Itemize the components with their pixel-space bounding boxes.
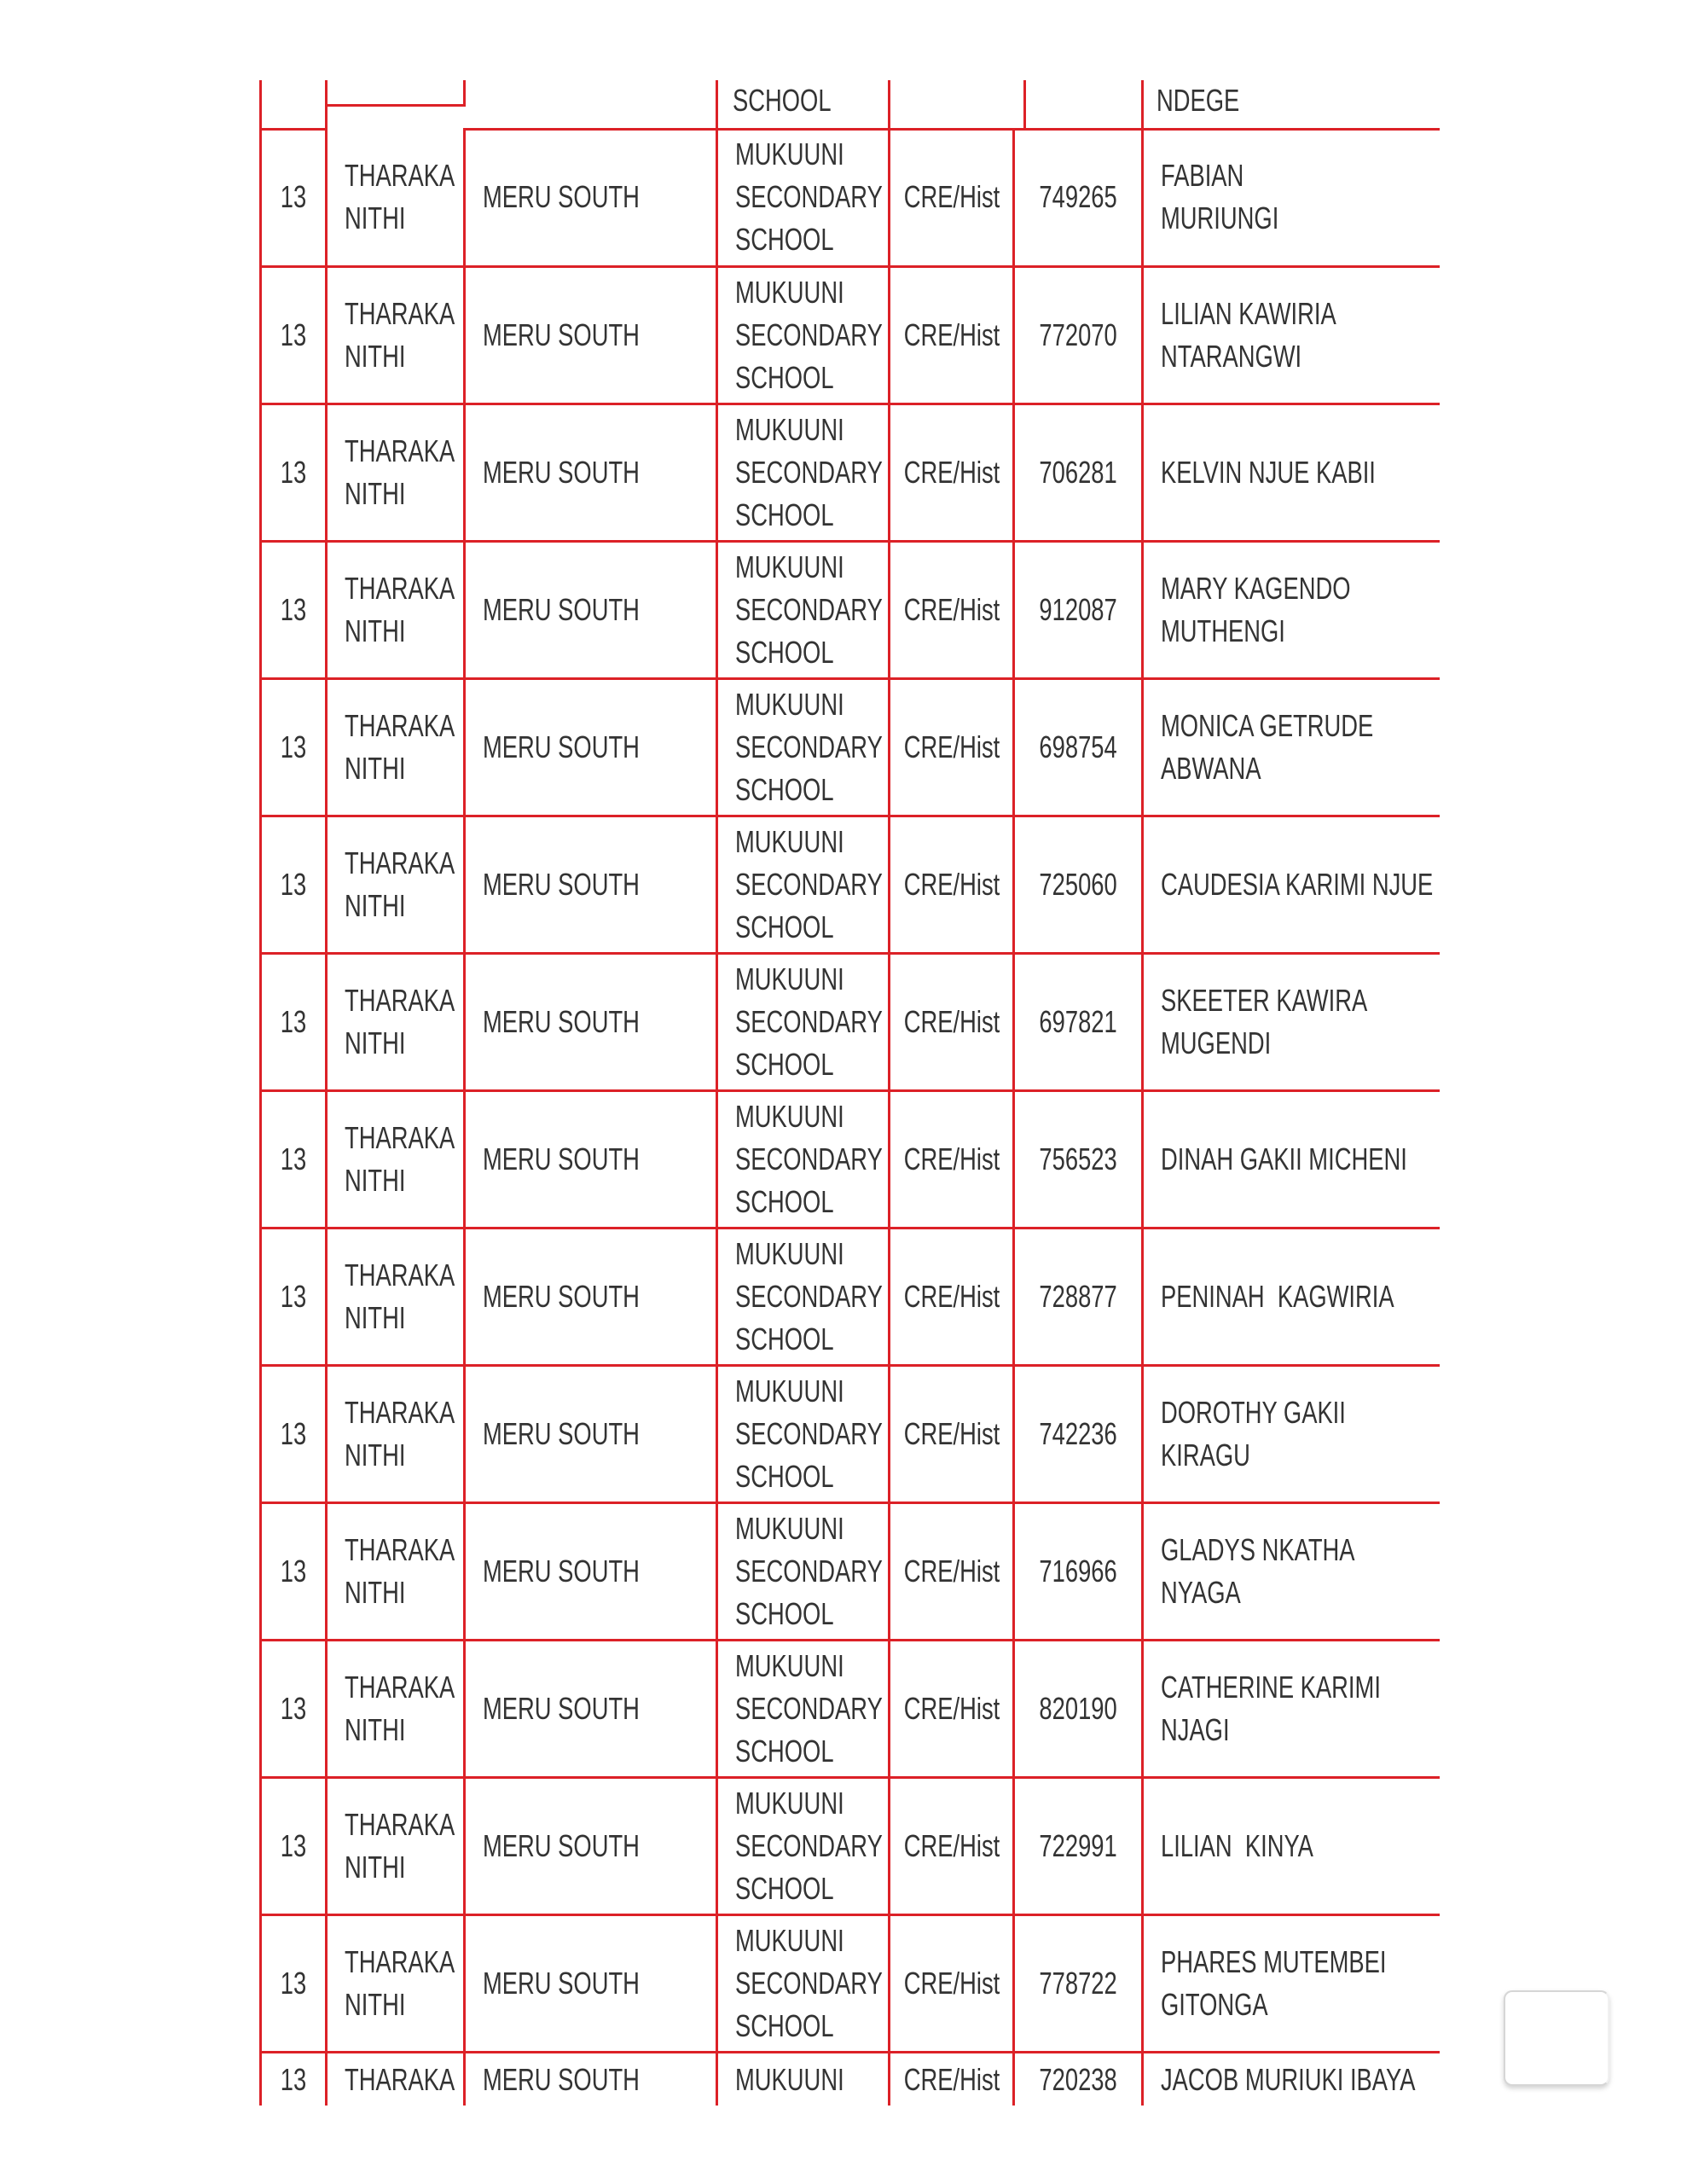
cell-subject [888, 1229, 1012, 1364]
cell-county [325, 1504, 463, 1639]
cell-school [716, 268, 888, 403]
table-row [259, 677, 1440, 815]
text-line: SECONDARY [735, 317, 883, 352]
text-line: THARAKA [345, 1944, 455, 1979]
table-row [259, 1776, 1440, 1914]
table-border-segment [716, 80, 718, 128]
text-line: MUKUUNI [735, 136, 844, 171]
text-line: MUKUUNI [735, 824, 844, 859]
text-line: 706281 [1039, 455, 1117, 490]
text-line: 13 [280, 592, 307, 627]
text-line: NITHI [345, 1438, 406, 1472]
table-border-segment [1141, 80, 1144, 128]
table-border-segment [888, 80, 890, 128]
text-line: MUKUUNI [735, 1099, 844, 1134]
cell-sub-county [463, 817, 716, 952]
cell-index-number [1012, 405, 1141, 540]
text-line: 716966 [1039, 1554, 1117, 1589]
table-border-segment [463, 80, 466, 107]
text-line: CRE/Hist [903, 1141, 1000, 1176]
cell-county [325, 1779, 463, 1914]
cell-school [716, 1092, 888, 1227]
cell-subject [888, 680, 1012, 815]
text-line: SCHOOL [735, 1184, 834, 1219]
text-line: CRE/Hist [903, 729, 1000, 764]
text-line: NITHI [345, 888, 406, 923]
cell-index-number [1012, 543, 1141, 677]
text-line: SECONDARY [735, 1691, 883, 1726]
table-row [259, 128, 1440, 265]
text-line: SECONDARY [735, 1828, 883, 1863]
cell-sub-county [463, 1641, 716, 1776]
cell-sub-county [463, 955, 716, 1089]
cell-candidate-name [1141, 1092, 1440, 1227]
text-line: NITHI [345, 1987, 406, 2022]
cell-county [325, 1229, 463, 1364]
cell-county [325, 1092, 463, 1227]
text-line: CAUDESIA KARIMI NJUE [1161, 867, 1434, 902]
text-line: SCHOOL [735, 772, 834, 807]
text-line: MUKUUNI [735, 961, 844, 996]
text-line: MUKUUNI [735, 1236, 844, 1271]
cell-county [325, 2053, 463, 2106]
text-line: SECONDARY [735, 1004, 883, 1039]
text-line: CRE/Hist [903, 1279, 1000, 1314]
text-line: MUGENDI [1161, 1025, 1272, 1060]
table-row [259, 265, 1440, 403]
cell-subject [888, 268, 1012, 403]
cell-sub-county [463, 1779, 716, 1914]
text-line: THARAKA [345, 1807, 455, 1842]
cell-county-code [262, 268, 325, 403]
text-line: CRE/Hist [903, 592, 1000, 627]
text-line: SCHOOL [735, 1734, 834, 1769]
text-line: MERU SOUTH [483, 1279, 640, 1314]
text-line: MURIUNGI [1161, 200, 1279, 235]
text-line: MERU SOUTH [483, 729, 640, 764]
text-line: SECONDARY [735, 1416, 883, 1451]
text-line: NITHI [345, 1300, 406, 1335]
text-line: NITHI [345, 751, 406, 786]
text-line: THARAKA [345, 708, 455, 743]
cell-candidate-name [1141, 268, 1440, 403]
text-line: 728877 [1039, 1279, 1117, 1314]
text-line: 820190 [1039, 1691, 1117, 1726]
text-line: MERU SOUTH [483, 1141, 640, 1176]
text-line: DINAH GAKII MICHENI [1161, 1141, 1407, 1176]
cell-subject [888, 543, 1012, 677]
cell-school [716, 1367, 888, 1502]
text-line: SECONDARY [735, 729, 883, 764]
text-line: 13 [280, 178, 307, 214]
cell-school [716, 1779, 888, 1914]
text-line: SCHOOL [735, 497, 834, 532]
cell-subject [888, 1779, 1012, 1914]
text-line: SCHOOL [735, 2008, 834, 2043]
text-line: MUKUUNI [735, 1923, 844, 1958]
cell-county-code [262, 1779, 325, 1914]
text-line: SCHOOL [735, 1459, 834, 1494]
cell-sub-county [463, 1504, 716, 1639]
text-line: SECONDARY [735, 455, 883, 490]
table-border-segment [325, 104, 466, 107]
text-line: SCHOOL [735, 1596, 834, 1631]
text-line: 13 [280, 1828, 307, 1863]
text-line: MERU SOUTH [483, 1966, 640, 2001]
text-line: CATHERINE KARIMI [1161, 1670, 1381, 1705]
text-line: MERU SOUTH [483, 317, 640, 352]
cell-school [716, 1504, 888, 1639]
text-line: 13 [280, 1416, 307, 1451]
text-line: PENINAH KAGWIRIA [1161, 1279, 1394, 1314]
text-line: NITHI [345, 1163, 406, 1198]
text-line: CRE/Hist [903, 1416, 1000, 1451]
text-line: LILIAN KAWIRIA [1161, 296, 1336, 331]
text-line: CRE/Hist [903, 867, 1000, 902]
cell-county-code [262, 128, 325, 265]
cell-school [716, 680, 888, 815]
text-line: MUKUUNI [735, 1374, 844, 1409]
text-line: 912087 [1039, 592, 1117, 627]
text-line: CRE/Hist [903, 1004, 1000, 1039]
text-line: 722991 [1039, 1828, 1117, 1863]
text-line: MUKUUNI [735, 1786, 844, 1821]
text-line: JACOB MURIUKI IBAYA [1161, 2061, 1416, 2097]
text-line: 749265 [1039, 178, 1117, 214]
cell-index-number [1012, 1641, 1141, 1776]
text-line: MARY KAGENDO [1161, 571, 1351, 606]
text-line: SCHOOL [735, 1871, 834, 1906]
text-line: MERU SOUTH [483, 1828, 640, 1863]
text-line: GLADYS NKATHA [1161, 1532, 1355, 1567]
cell-county [325, 817, 463, 952]
table-row [259, 815, 1440, 952]
table-row [259, 1502, 1440, 1639]
floating-widget-button[interactable] [1504, 1990, 1609, 2086]
cell-candidate-name [1141, 405, 1440, 540]
cell-subject [888, 128, 1012, 265]
text-line: MERU SOUTH [483, 1004, 640, 1039]
cell-candidate-name [1141, 1229, 1440, 1364]
text-line: SCHOOL [735, 360, 834, 395]
table-row [259, 1914, 1440, 2051]
text-line: 13 [280, 1691, 307, 1726]
text-line: KIRAGU [1161, 1438, 1250, 1472]
text-line: MERU SOUTH [483, 1554, 640, 1589]
text-line: 13 [280, 1141, 307, 1176]
cell-subject [888, 817, 1012, 952]
cell-index-number [1012, 1092, 1141, 1227]
cell-county-code [262, 955, 325, 1089]
text-line: NITHI [345, 1712, 406, 1747]
cell-subject [888, 1367, 1012, 1502]
table-row [259, 1089, 1440, 1227]
table-row [259, 2051, 1440, 2106]
text-line: CRE/Hist [903, 1554, 1000, 1589]
cell-candidate-name [1141, 2053, 1440, 2106]
cell-subject [888, 1504, 1012, 1639]
text-line: SECONDARY [735, 592, 883, 627]
cell-sub-county [463, 1092, 716, 1227]
text-line: MUKUUNI [735, 1648, 844, 1683]
text-line: 13 [280, 1004, 307, 1039]
cell-subject [888, 405, 1012, 540]
cell-county-code [262, 1092, 325, 1227]
text-line: CRE/Hist [903, 455, 1000, 490]
cell-candidate-name [1141, 1916, 1440, 2051]
table-row [259, 540, 1440, 677]
text-line: MERU SOUTH [483, 1691, 640, 1726]
text-line: NITHI [345, 613, 406, 648]
cell-index-number [1012, 128, 1141, 265]
text-line: 720238 [1039, 2061, 1117, 2097]
text-line: MUKUUNI [735, 549, 844, 584]
cell-candidate-name [1141, 128, 1440, 265]
text-line: NITHI [345, 1850, 406, 1885]
text-line: 13 [280, 2061, 307, 2097]
text-line: NITHI [345, 476, 406, 511]
text-line: ABWANA [1161, 751, 1261, 786]
cell-county-code [262, 1641, 325, 1776]
text-line: 698754 [1039, 729, 1117, 764]
partial-row-school-text [733, 78, 862, 123]
text-line: NITHI [345, 339, 406, 374]
text-line: 13 [280, 1554, 307, 1589]
cell-school [716, 128, 888, 265]
text-line: GITONGA [1161, 1987, 1268, 2022]
text-line: MUKUUNI [735, 2061, 844, 2097]
text-line: 778722 [1039, 1966, 1117, 2001]
cell-county [325, 680, 463, 815]
text-line: FABIAN [1161, 157, 1244, 193]
text-line: SECONDARY [735, 1141, 883, 1176]
text-line: THARAKA [345, 157, 455, 193]
cell-index-number [1012, 1504, 1141, 1639]
text-line: 725060 [1039, 867, 1117, 902]
text-line: DOROTHY GAKII [1161, 1395, 1346, 1430]
cell-candidate-name [1141, 1504, 1440, 1639]
cell-sub-county [463, 1916, 716, 2051]
partial-row-candidate-text [1157, 78, 1266, 123]
cell-index-number [1012, 955, 1141, 1089]
text-line: NDEGE [1157, 83, 1240, 118]
text-line: CRE/Hist [903, 178, 1000, 214]
cell-sub-county [463, 680, 716, 815]
text-line: MUKUUNI [735, 412, 844, 447]
text-line: SCHOOL [735, 635, 834, 670]
text-line: KELVIN NJUE KABII [1161, 455, 1376, 490]
cell-county-code [262, 1229, 325, 1364]
text-line: 13 [280, 729, 307, 764]
cell-sub-county [463, 268, 716, 403]
text-line: THARAKA [345, 296, 455, 331]
text-line: THARAKA [345, 571, 455, 606]
text-line: SKEETER KAWIRA [1161, 983, 1368, 1018]
cell-index-number [1012, 817, 1141, 952]
text-line: 13 [280, 867, 307, 902]
text-line: 13 [280, 455, 307, 490]
text-line: MERU SOUTH [483, 592, 640, 627]
text-line: SECONDARY [735, 178, 883, 214]
cell-county [325, 128, 463, 265]
text-line: 742236 [1039, 1416, 1117, 1451]
cell-candidate-name [1141, 543, 1440, 677]
text-line: SCHOOL [733, 83, 832, 118]
text-line: THARAKA [345, 2061, 455, 2097]
text-line: 772070 [1039, 317, 1117, 352]
cell-candidate-name [1141, 955, 1440, 1089]
text-line: MERU SOUTH [483, 455, 640, 490]
cell-subject [888, 1641, 1012, 1776]
text-line: MERU SOUTH [483, 867, 640, 902]
text-line: CRE/Hist [903, 1966, 1000, 2001]
cell-sub-county [463, 1229, 716, 1364]
cell-school [716, 543, 888, 677]
cell-county [325, 1916, 463, 2051]
cell-school [716, 1641, 888, 1776]
text-line: MERU SOUTH [483, 178, 640, 214]
text-line: THARAKA [345, 1670, 455, 1705]
text-line: THARAKA [345, 1258, 455, 1292]
cell-subject [888, 2053, 1012, 2106]
table-row [259, 1364, 1440, 1502]
cell-county [325, 268, 463, 403]
cell-sub-county [463, 2053, 716, 2106]
text-line: THARAKA [345, 983, 455, 1018]
text-line: MONICA GETRUDE [1161, 708, 1374, 743]
text-line: SECONDARY [735, 1279, 883, 1314]
cell-subject [888, 1092, 1012, 1227]
text-line: PHARES MUTEMBEI [1161, 1944, 1387, 1979]
text-line: MUKUUNI [735, 687, 844, 722]
text-line: LILIAN KINYA [1161, 1828, 1313, 1863]
text-line: MUKUUNI [735, 1511, 844, 1546]
cell-county [325, 1641, 463, 1776]
text-line: SCHOOL [735, 221, 834, 257]
text-line: CRE/Hist [903, 1828, 1000, 1863]
cell-index-number [1012, 1367, 1141, 1502]
text-line: THARAKA [345, 1395, 455, 1430]
table-border-segment [259, 80, 262, 128]
text-line: NYAGA [1161, 1575, 1241, 1610]
cell-sub-county [463, 128, 716, 265]
text-line: NITHI [345, 1575, 406, 1610]
cell-index-number [1012, 1779, 1141, 1914]
text-line: 13 [280, 1279, 307, 1314]
cell-candidate-name [1141, 680, 1440, 815]
text-line: CRE/Hist [903, 2061, 1000, 2097]
cell-index-number [1012, 268, 1141, 403]
text-line: 13 [280, 1966, 307, 2001]
text-line: MERU SOUTH [483, 1416, 640, 1451]
text-line: MUTHENGI [1161, 613, 1285, 648]
table-row [259, 1639, 1440, 1776]
text-line: SECONDARY [735, 1554, 883, 1589]
cell-subject [888, 1916, 1012, 2051]
cell-sub-county [463, 543, 716, 677]
cell-school [716, 2053, 888, 2106]
cell-county-code [262, 1504, 325, 1639]
table-row [259, 1227, 1440, 1364]
cell-school [716, 817, 888, 952]
cell-school [716, 1229, 888, 1364]
cell-county-code [262, 2053, 325, 2106]
text-line: NTARANGWI [1161, 339, 1302, 374]
cell-county [325, 543, 463, 677]
text-line: 756523 [1039, 1141, 1117, 1176]
cell-index-number [1012, 1229, 1141, 1364]
cell-candidate-name [1141, 1641, 1440, 1776]
text-line: SCHOOL [735, 909, 834, 944]
table-row [259, 952, 1440, 1089]
text-line: 697821 [1039, 1004, 1117, 1039]
table-border-segment [1023, 80, 1026, 128]
cell-subject [888, 955, 1012, 1089]
cell-county [325, 405, 463, 540]
text-line: 13 [280, 317, 307, 352]
text-line: SECONDARY [735, 867, 883, 902]
text-line: MERU SOUTH [483, 2061, 640, 2097]
text-line: THARAKA [345, 1120, 455, 1155]
text-line: NITHI [345, 200, 406, 235]
text-line: NJAGI [1161, 1712, 1230, 1747]
cell-sub-county [463, 1367, 716, 1502]
text-line: THARAKA [345, 1532, 455, 1567]
text-line: THARAKA [345, 845, 455, 880]
cell-candidate-name [1141, 1779, 1440, 1914]
text-line: THARAKA [345, 433, 455, 468]
text-line: CRE/Hist [903, 1691, 1000, 1726]
text-line: SCHOOL [735, 1047, 834, 1082]
text-line: SCHOOL [735, 1321, 834, 1356]
cell-school [716, 955, 888, 1089]
cell-index-number [1012, 1916, 1141, 2051]
cell-county-code [262, 405, 325, 540]
cell-school [716, 405, 888, 540]
text-line: CRE/Hist [903, 317, 1000, 352]
cell-county-code [262, 1916, 325, 2051]
cell-candidate-name [1141, 1367, 1440, 1502]
cell-county-code [262, 543, 325, 677]
cell-county [325, 955, 463, 1089]
text-line: SECONDARY [735, 1966, 883, 2001]
cell-county-code [262, 680, 325, 815]
cell-county [325, 1367, 463, 1502]
text-line: MUKUUNI [735, 275, 844, 310]
cell-county-code [262, 817, 325, 952]
table-row [259, 403, 1440, 540]
cell-candidate-name [1141, 817, 1440, 952]
text-line: NITHI [345, 1025, 406, 1060]
cell-county-code [262, 1367, 325, 1502]
cell-sub-county [463, 405, 716, 540]
cell-index-number [1012, 680, 1141, 815]
cell-index-number [1012, 2053, 1141, 2106]
cell-school [716, 1916, 888, 2051]
